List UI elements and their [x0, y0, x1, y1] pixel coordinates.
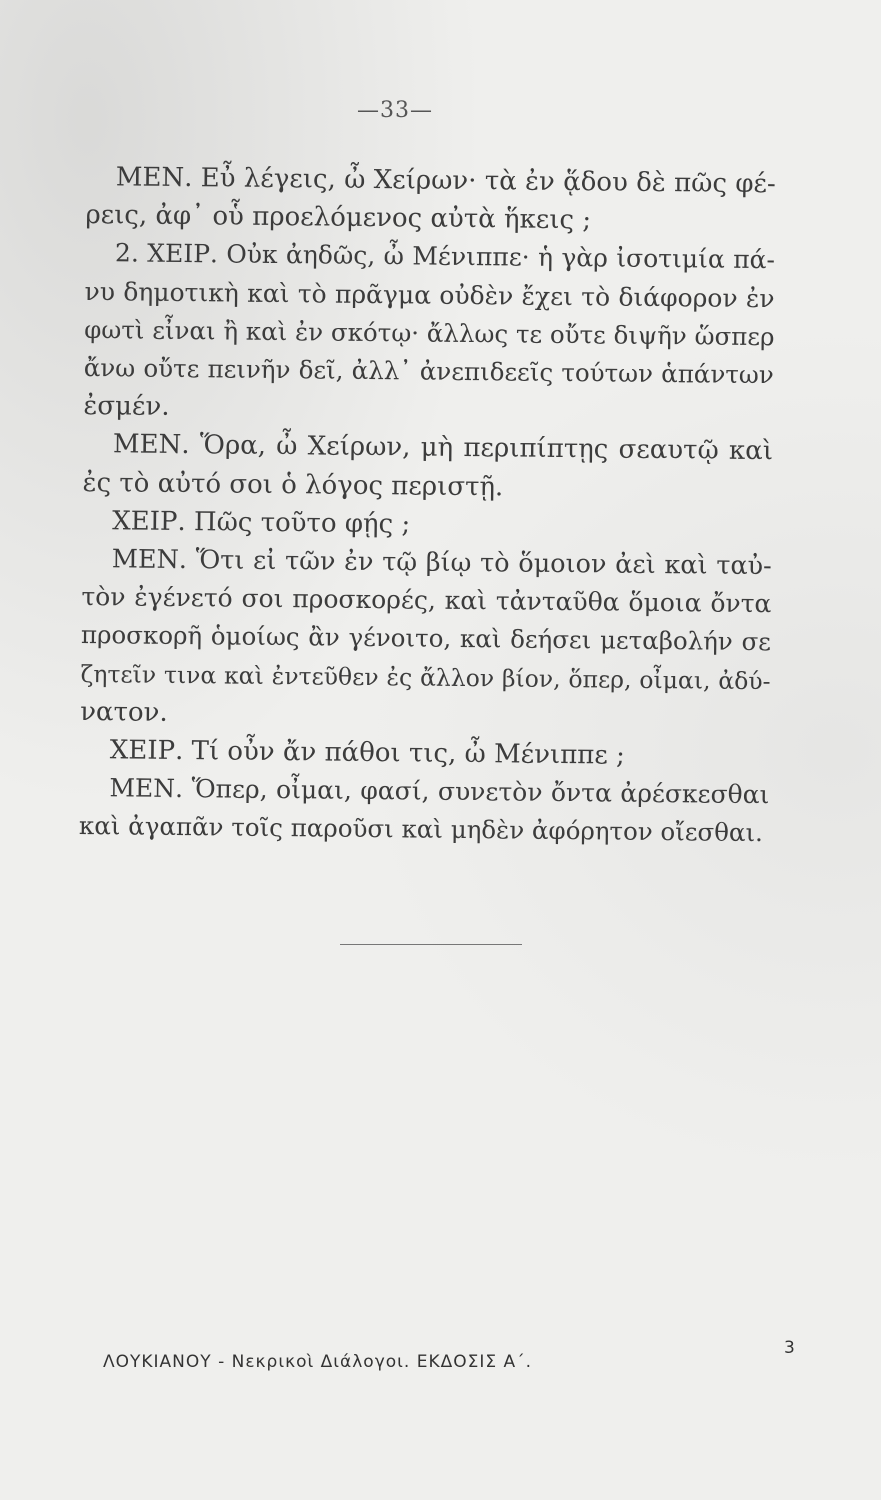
- text-line: ΧΕΙΡ. Τί οὖν ἄν πάθοι τις, ὦ Μένιππε ;: [109, 735, 625, 771]
- text-line: ΧΕΙΡ. Πῶς τοῦτο φῄς ;: [112, 506, 411, 540]
- text-line: νατον.: [80, 696, 168, 728]
- text-line: νυ δημοτικὴ καὶ τὸ πρᾶγμα οὐδὲν ἔχει τὸ διάφορον ἐν: [84, 276, 775, 313]
- text-line: ΜΕΝ. Ὅτι εἰ τῶν ἐν τῷ βίῳ τὸ ὅμοιον ἀεὶ καὶ ταὐ-: [111, 544, 772, 582]
- text-line: ζητεῖν τινα καὶ ἐντεῦθεν ἐς ἄλλον βίον, ὅπερ, οἶμαι, ἀδύ-: [80, 659, 771, 695]
- page-number: —33—: [357, 98, 433, 123]
- text-line: 2. ΧΕΙΡ. Οὐκ ἀηδῶς, ὦ Μένιππε· ἡ γὰρ ἰσοτιμία πά-: [114, 238, 776, 275]
- text-line: τὸν ἐγένετό σοι προσκορές, καὶ τἀνταῦθα ὅμοια ὄντα: [81, 582, 772, 619]
- dialogue-text: [79, 158, 776, 853]
- text-line: ἐς τὸ αὐτό σοι ὁ λόγος περιστῇ.: [82, 467, 504, 503]
- sheet-number: 3: [784, 1338, 795, 1358]
- text-line: ἄνω οὔτε πεινῆν δεῖ, ἀλλ᾽ ἀνεπιδεεῖς τούτων ἁπάντων: [83, 353, 774, 390]
- text-line: ΜΕΝ. Εὖ λέγεις, ὦ Χείρων· τὰ ἐν ᾅδου δὲ πῶς φέ-: [115, 162, 776, 200]
- text-line: καὶ ἀγαπᾶν τοῖς παροῦσι καὶ μηδὲν ἀφόρητον οἴεσθαι.: [78, 811, 764, 848]
- text-line: ρεις, ἀφ᾽ οὗ προελόμενος αὐτὰ ἥκεις ;: [85, 200, 592, 236]
- text-line: ΜΕΝ. Ὅρα, ὦ Χείρων, μὴ περιπίπτῃς σεαυτῷ καὶ: [112, 429, 774, 467]
- section-divider: [340, 944, 522, 945]
- text-line: προσκορῆ ὁμοίως ἂν γένοιτο, καὶ δεήσει μεταβολήν σε: [80, 620, 772, 657]
- text-line: ἐσμέν.: [83, 391, 170, 423]
- text-line: ΜΕΝ. Ὅπερ, οἶμαι, φασί, συνετὸν ὄντα ἀρέσκεσθαι: [109, 773, 770, 810]
- text-line: φωτὶ εἶναι ἢ καὶ ἐν σκότῳ· ἄλλως τε οὔτε διψῆν ὥσπερ: [84, 314, 775, 352]
- footer-signature: ΛΟΥΚΙΑΝΟΥ - Νεκρικοὶ Διάλογοι. ΕΚΔΟΣΙΣ Α΄.: [103, 1352, 533, 1372]
